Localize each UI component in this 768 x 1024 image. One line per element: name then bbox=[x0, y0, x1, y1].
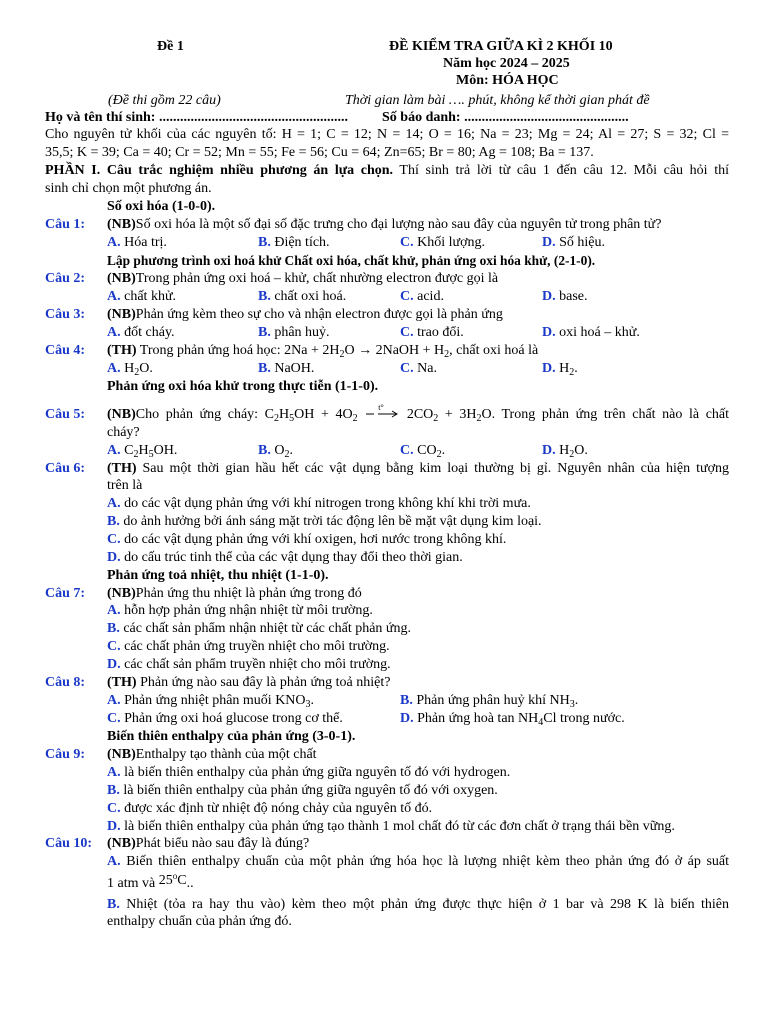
option-c: C. acid. bbox=[400, 289, 444, 304]
option-d: D. oxi hoá – khử. bbox=[542, 325, 640, 340]
option-b: B. là biến thiên enthalpy của phản ứng giữa nguyên tố đó với oxygen. bbox=[107, 783, 498, 798]
question-text: (NB)Enthalpy tạo thành của một chất bbox=[107, 747, 317, 762]
exam-title: ĐỀ KIỂM TRA GIỮA KÌ 2 KHỐI 10 bbox=[389, 39, 613, 54]
question-number: Câu 4: bbox=[45, 343, 86, 358]
option-d: D. Phản ứng hoà $\tan NH_4Cl$ trong nước. bbox=[400, 711, 625, 728]
option-d: D. $H_2$. bbox=[542, 361, 578, 378]
part1-instruction: Thí sinh trả lời từ câu 1 đến câu 12. Mỗi câu hỏi thí bbox=[393, 163, 729, 178]
question-number: Câu 8: bbox=[45, 675, 86, 690]
option-d: D. $H_2O$. bbox=[542, 443, 588, 460]
option-a: A. là biến thiên enthalpy của phản ứng giữa nguyên tố đó với hydrogen. bbox=[107, 765, 511, 780]
question-text-cont: cháy? bbox=[107, 425, 140, 440]
option-b: B. chất oxi hoá. bbox=[258, 289, 347, 304]
option-a-cont: 1 atm và 25$^o$C.. bbox=[107, 871, 194, 891]
subject: Môn: HÓA HỌC bbox=[456, 73, 559, 88]
section-heading: Biến thiên enthalpy của phản ứng (3-0-1). bbox=[107, 729, 356, 744]
option-a: A. do các vật dụng phản ứng với khí nitrogen trong không khí khi trời mưa. bbox=[107, 496, 531, 511]
part1-heading bbox=[45, 162, 729, 180]
heat-arrow-icon: t° bbox=[364, 408, 400, 422]
option-a: A. $C_2H_5OH$. bbox=[107, 443, 178, 460]
option-a: A. $H_2O$. bbox=[107, 361, 153, 378]
option-b: B. do ảnh hưởng bởi ánh sáng mặt trời tác động lên bề mặt vật dụng kim loại. bbox=[107, 514, 542, 529]
option-c: C. Phản ứng oxi hoá glucose trong cơ thể. bbox=[107, 711, 343, 726]
question-number: Câu 6: bbox=[45, 461, 86, 476]
question-number: Câu 2: bbox=[45, 271, 86, 286]
atomic-mass-line-2: 35,5; K = 39; Ca = 40; Cr = 52; Mn = 55; Fe = 56; Cu = 64; Zn=65; Br = 80; Ag = 108; Ba = 137. bbox=[45, 145, 594, 160]
option-c: C. Na. bbox=[400, 361, 437, 376]
option-c: C. $CO_2$. bbox=[400, 443, 446, 460]
option-a: A. Hóa trị. bbox=[107, 235, 167, 250]
part1-title: PHẦN I. Câu trắc nghiệm nhiều phương án lựa chọn. bbox=[45, 163, 394, 178]
question-text: (NB)Trong phản ứng oxi hoá – khử, chất nhường electron được gọi là bbox=[107, 271, 499, 286]
question-number: Câu 3: bbox=[45, 307, 86, 322]
section-heading: Phản ứng oxi hóa khử trong thực tiễn (1-1-0). bbox=[107, 379, 379, 394]
option-a: A. Biến thiên enthalpy chuẩn của một phản ứng hóa học là lượng nhiệt kèm theo phản ứng đó ở áp suất bbox=[107, 854, 729, 869]
option-c: C. được xác định từ nhiệt độ nóng chảy của nguyên tố đó. bbox=[107, 801, 433, 816]
question-number: Câu 7: bbox=[45, 586, 86, 601]
option-d: D. Số hiệu. bbox=[542, 235, 606, 250]
question-count: (Đề thi gồm 22 câu) bbox=[108, 93, 221, 108]
exam-code: Đề 1 bbox=[157, 39, 184, 54]
question-text-cont: trên là bbox=[107, 478, 143, 493]
atomic-mass-line-1: Cho nguyên tử khối của các nguyên tố: H = 1; C = 12; N = 14; O = 16; Na = 23; Mg = 24; Al = 27; S = 32; Cl = bbox=[45, 127, 729, 142]
option-b: B. Điện tích. bbox=[258, 235, 330, 250]
option-a: A. Phản ứng nhiệt phân muối $KNO_3$. bbox=[107, 693, 315, 710]
option-a: A. đốt cháy. bbox=[107, 325, 175, 340]
option-b: B. NaOH. bbox=[258, 361, 315, 376]
school-year: Năm học 2024 – 2025 bbox=[443, 56, 570, 71]
question-number: Câu 9: bbox=[45, 747, 86, 762]
option-b: B. $O_2$. bbox=[258, 443, 293, 460]
option-c: C. các chất phản ứng truyền nhiệt cho môi trường. bbox=[107, 639, 390, 654]
option-b: B. Nhiệt (tỏa ra hay thu vào) kèm theo một phản ứng được thực hiện ở 1 bar và 298 K là biến thiên bbox=[107, 897, 729, 912]
question-text: (TH) Sau một thời gian hầu hết các vật dụng bằng kim loại thường bị gỉ. Nguyên nhân của hiện tượng bbox=[107, 461, 729, 476]
option-c: C. Khối lượng. bbox=[400, 235, 486, 250]
student-name-field: Họ và tên thí sinh: ...................................................... bbox=[45, 110, 348, 125]
option-b: B. các chất sản phẩm nhận nhiệt từ các chất phản ứng. bbox=[107, 621, 412, 636]
option-d: D. base. bbox=[542, 289, 588, 304]
option-a: A. hỗn hợp phản ứng nhận nhiệt từ môi trường. bbox=[107, 603, 373, 618]
section-heading: Phản ứng toả nhiệt, thu nhiệt (1-1-0). bbox=[107, 568, 329, 583]
option-d: D. là biến thiên enthalpy của phản ứng tạo thành 1 mol chất đó từ các đơn chất ở trạng thái bền vững. bbox=[107, 819, 675, 834]
question-text: (NB)Phản ứng kèm theo sự cho và nhận electron được gọi là phản ứng bbox=[107, 307, 503, 322]
question-text: (TH) Trong phản ứng hoá học: $2Na + 2H_2O$ → 2NaOH + $H_2$, chất oxi hoá là bbox=[107, 343, 539, 360]
section-heading: Lập phương trình oxi hoá khử Chất oxi hóa, chất khử, phản ứng oxi hóa khử, (2-1-0). bbox=[107, 253, 596, 268]
exam-time: Thời gian làm bài …. phút, không kể thời gian phát đề bbox=[345, 93, 650, 108]
option-b: B. Phản ứng phân huỷ khí $NH_3$. bbox=[400, 693, 579, 710]
option-c: C. trao đổi. bbox=[400, 325, 464, 340]
option-b-cont: enthalpy chuẩn của phản ứng đó. bbox=[107, 914, 292, 929]
question-number: Câu 10: bbox=[45, 836, 93, 851]
option-d: D. do cấu trúc tinh thể của các vật dụng thay đổi theo thời gian. bbox=[107, 550, 463, 565]
question-text: (NB)Phản ứng thu nhiệt là phản ứng trong đó bbox=[107, 586, 362, 601]
reaction-arrow-icon: → bbox=[358, 343, 373, 358]
question-number: Câu 5: bbox=[45, 407, 86, 422]
question-text: (TH) Phản ứng nào sau đây là phản ứng toả nhiệt? bbox=[107, 675, 391, 690]
option-b: B. phân huỷ. bbox=[258, 325, 330, 340]
question-text: (NB)Cho phản ứng cháy: $C_2H_5OH + 4O_2$ t° $2CO_2 + 3H_2O$. Trong phản ứng trên chất nào là chất bbox=[107, 402, 730, 424]
question-text: (NB)Số oxi hóa là một số đại số đặc trưng cho đại lượng nào sau đây của nguyên tử trong phân tử? bbox=[107, 217, 662, 232]
option-d: D. các chất sản phẩm truyền nhiệt cho môi trường. bbox=[107, 657, 391, 672]
question-number: Câu 1: bbox=[45, 217, 86, 232]
student-id-field: Số báo danh: ............................................... bbox=[382, 110, 629, 125]
part1-instruction-2: sinh chỉ chọn một phương án. bbox=[45, 181, 212, 196]
question-text: (NB)Phát biểu nào sau đây là đúng? bbox=[107, 836, 310, 851]
section-heading: Số oxi hóa (1-0-0). bbox=[107, 199, 216, 214]
option-c: C. do các vật dụng phản ứng với khí oxigen, hơi nước trong không khí. bbox=[107, 532, 507, 547]
option-a: A. chất khử. bbox=[107, 289, 177, 304]
